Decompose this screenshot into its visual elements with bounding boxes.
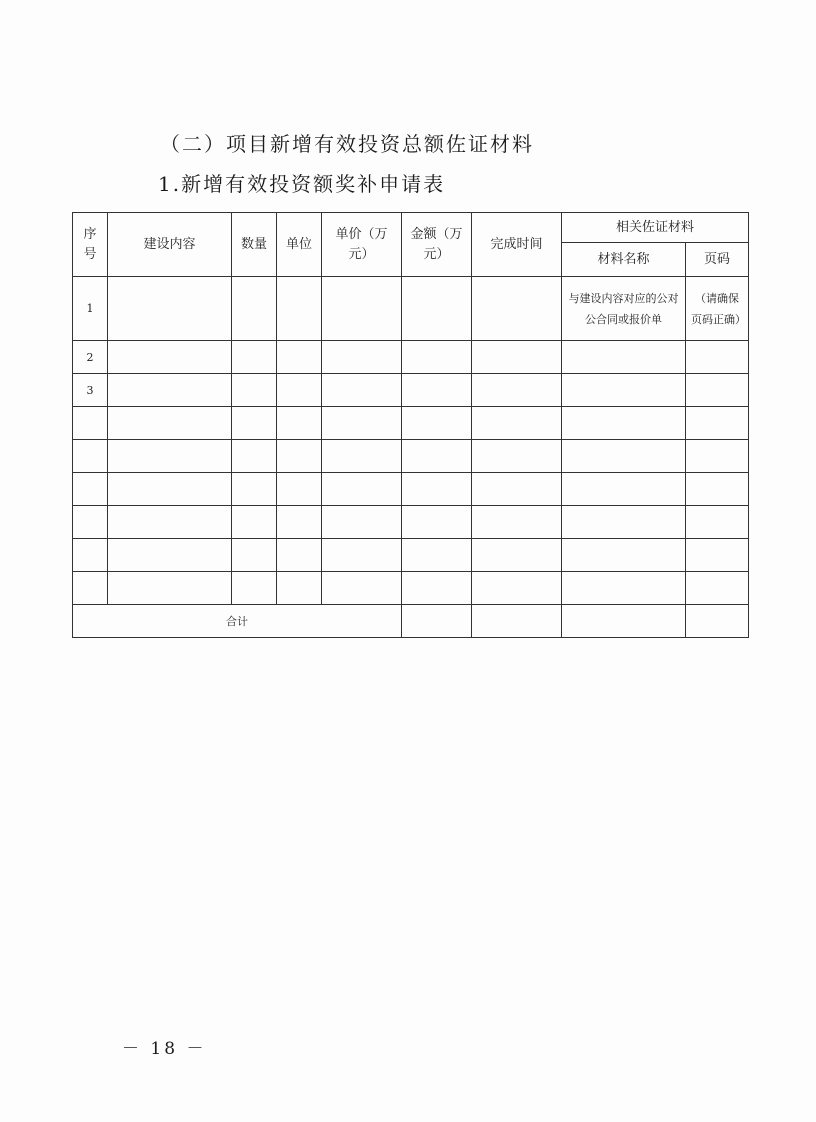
quantity-cell[interactable]	[232, 572, 277, 605]
table-row	[73, 506, 749, 539]
page-code-cell[interactable]	[686, 341, 749, 374]
page-code-cell[interactable]	[686, 572, 749, 605]
row-serial: 2	[73, 341, 108, 374]
quantity-cell[interactable]	[232, 277, 277, 341]
page-number: － 18 －	[122, 1039, 207, 1059]
quantity-cell[interactable]	[232, 440, 277, 473]
completion-time-cell[interactable]	[472, 539, 562, 572]
unit-cell[interactable]	[277, 473, 322, 506]
header-unit: 单位	[277, 213, 322, 277]
page-code-cell[interactable]	[686, 506, 749, 539]
subsidy-application-table	[72, 212, 749, 638]
row-serial	[73, 539, 108, 572]
content-cell[interactable]	[108, 341, 232, 374]
completion-time-cell[interactable]	[472, 473, 562, 506]
unit-cell[interactable]	[277, 506, 322, 539]
header-material-name: 材料名称	[562, 243, 686, 277]
content-cell[interactable]	[108, 440, 232, 473]
quantity-cell[interactable]	[232, 374, 277, 407]
page-code-cell[interactable]	[686, 473, 749, 506]
unit-cell[interactable]	[277, 440, 322, 473]
unit-cell[interactable]	[277, 539, 322, 572]
row-serial: 1	[73, 277, 108, 341]
quantity-cell[interactable]	[232, 506, 277, 539]
header-row-1	[73, 213, 749, 243]
header-quantity: 数量	[232, 213, 277, 277]
row-serial: 3	[73, 374, 108, 407]
total-completion-time-cell[interactable]	[472, 605, 562, 638]
row-serial	[73, 440, 108, 473]
page-code-cell[interactable]	[686, 539, 749, 572]
completion-time-cell[interactable]	[472, 506, 562, 539]
table-row	[73, 277, 749, 341]
table-row	[73, 341, 749, 374]
amount-cell[interactable]	[402, 440, 472, 473]
completion-time-cell[interactable]	[472, 572, 562, 605]
unit-price-cell[interactable]	[322, 277, 402, 341]
quantity-cell[interactable]	[232, 341, 277, 374]
page-code-cell[interactable]	[686, 440, 749, 473]
header-amount: 金额（万元）	[402, 213, 472, 277]
content-cell[interactable]	[108, 539, 232, 572]
amount-cell[interactable]	[402, 277, 472, 341]
total-page-code-cell[interactable]	[686, 605, 749, 638]
completion-time-cell[interactable]	[472, 440, 562, 473]
amount-cell[interactable]	[402, 341, 472, 374]
total-material-name-cell[interactable]	[562, 605, 686, 638]
material-name-cell[interactable]	[562, 341, 686, 374]
unit-price-cell[interactable]	[322, 473, 402, 506]
material-name-cell[interactable]	[562, 572, 686, 605]
table-row	[73, 374, 749, 407]
header-unit-price: 单价（万元）	[322, 213, 402, 277]
unit-price-cell[interactable]	[322, 440, 402, 473]
completion-time-cell[interactable]	[472, 407, 562, 440]
amount-cell[interactable]	[402, 506, 472, 539]
amount-cell[interactable]	[402, 374, 472, 407]
header-page-code: 页码	[686, 243, 749, 277]
total-row	[73, 605, 749, 638]
unit-price-cell[interactable]	[322, 341, 402, 374]
table-row	[73, 407, 749, 440]
row-serial	[73, 473, 108, 506]
unit-cell[interactable]	[277, 407, 322, 440]
amount-cell[interactable]	[402, 572, 472, 605]
unit-price-cell[interactable]	[322, 539, 402, 572]
page-code-cell: （请确保页码正确）	[686, 277, 749, 341]
table-row	[73, 440, 749, 473]
material-name-cell: 与建设内容对应的公对公合同或报价单	[562, 277, 686, 341]
table-title: 1.新增有效投资额奖补申请表	[158, 172, 446, 196]
content-cell[interactable]	[108, 407, 232, 440]
page-code-cell[interactable]	[686, 407, 749, 440]
unit-cell[interactable]	[277, 277, 322, 341]
table-row	[73, 572, 749, 605]
table-row	[73, 539, 749, 572]
amount-cell[interactable]	[402, 473, 472, 506]
material-name-cell[interactable]	[562, 473, 686, 506]
total-amount-cell[interactable]	[402, 605, 472, 638]
header-completion-time: 完成时间	[472, 213, 562, 277]
unit-cell[interactable]	[277, 341, 322, 374]
content-cell[interactable]	[108, 572, 232, 605]
material-name-cell[interactable]	[562, 506, 686, 539]
quantity-cell[interactable]	[232, 539, 277, 572]
section-heading: （二）项目新增有效投资总额佐证材料	[160, 132, 534, 156]
unit-price-cell[interactable]	[322, 506, 402, 539]
row-serial	[73, 506, 108, 539]
content-cell[interactable]	[108, 473, 232, 506]
amount-cell[interactable]	[402, 539, 472, 572]
row-serial	[73, 407, 108, 440]
header-content: 建设内容	[108, 213, 232, 277]
completion-time-cell[interactable]	[472, 277, 562, 341]
amount-cell[interactable]	[402, 407, 472, 440]
material-name-cell[interactable]	[562, 374, 686, 407]
unit-price-cell[interactable]	[322, 572, 402, 605]
quantity-cell[interactable]	[232, 473, 277, 506]
unit-cell[interactable]	[277, 572, 322, 605]
total-label: 合计	[73, 605, 402, 638]
quantity-cell[interactable]	[232, 407, 277, 440]
unit-cell[interactable]	[277, 374, 322, 407]
header-evidence-group: 相关佐证材料	[562, 213, 749, 243]
unit-price-cell[interactable]	[322, 374, 402, 407]
material-name-cell[interactable]	[562, 440, 686, 473]
row-serial	[73, 572, 108, 605]
header-serial: 序号	[73, 213, 108, 277]
page-code-cell[interactable]	[686, 374, 749, 407]
completion-time-cell[interactable]	[472, 341, 562, 374]
material-name-cell[interactable]	[562, 539, 686, 572]
content-cell[interactable]	[108, 506, 232, 539]
material-name-cell[interactable]	[562, 407, 686, 440]
content-cell[interactable]	[108, 374, 232, 407]
completion-time-cell[interactable]	[472, 374, 562, 407]
content-cell[interactable]	[108, 277, 232, 341]
unit-price-cell[interactable]	[322, 407, 402, 440]
table-row	[73, 473, 749, 506]
